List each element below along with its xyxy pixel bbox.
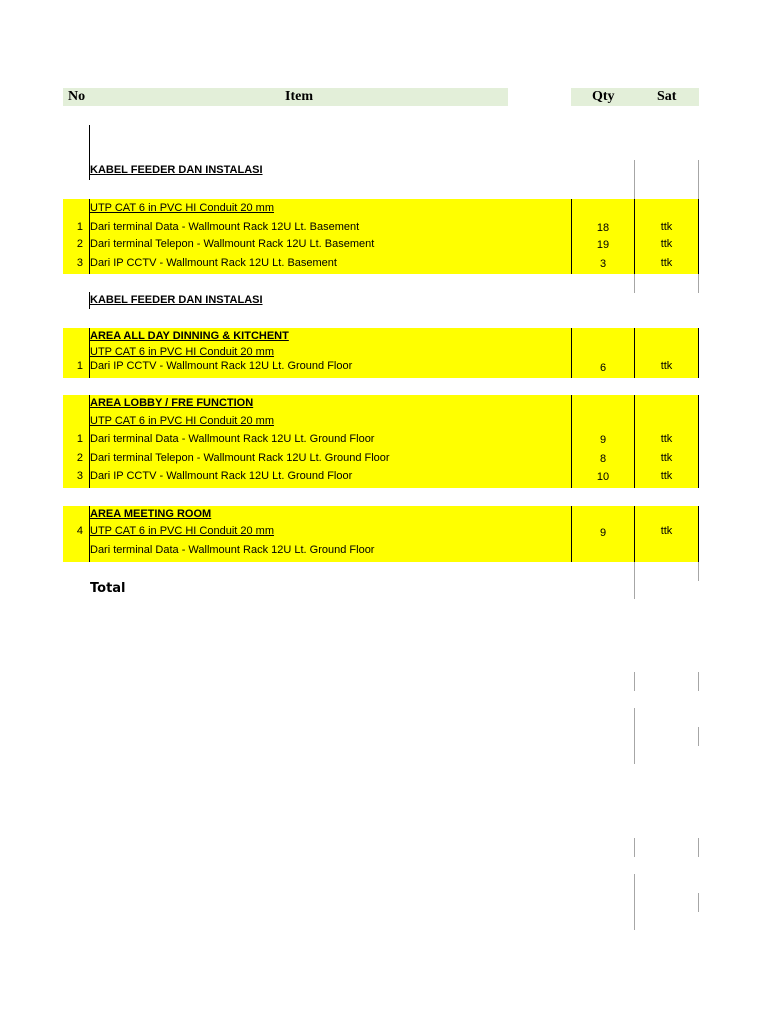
row-sat: ttk (660, 433, 673, 445)
area-title: AREA MEETING ROOM (90, 508, 212, 520)
grid-line (698, 562, 699, 581)
table-row (63, 235, 699, 253)
total-label: Total (90, 581, 126, 596)
area-title-row (63, 394, 699, 412)
row-item: Dari terminal Telepon - Wallmount Rack 12U Lt. Ground Floor (90, 452, 390, 464)
grid-line (698, 160, 699, 199)
row-qty: 6 (599, 362, 607, 374)
table-row (63, 254, 699, 272)
grid-line (634, 274, 635, 293)
subtitle-text: UTP CAT 6 in PVC HI Conduit 20 mm (90, 415, 275, 427)
header-qty: Qty (592, 89, 615, 104)
row-item: Dari IP CCTV - Wallmount Rack 12U Lt. Ground Floor (90, 360, 353, 372)
row-no: 4 (76, 525, 83, 537)
row-sat: ttk (660, 360, 673, 372)
subtitle-row (63, 199, 699, 217)
area-title-row (63, 505, 699, 523)
grid-line (698, 727, 699, 746)
row-qty: 9 (599, 527, 607, 539)
grid-line (698, 893, 699, 912)
grid-line (634, 708, 635, 764)
section-title: KABEL FEEDER DAN INSTALASI (90, 164, 263, 176)
section-title: KABEL FEEDER DAN INSTALASI (90, 294, 263, 306)
table-row (63, 522, 699, 540)
subtitle-text: UTP CAT 6 in PVC HI Conduit 20 mm (90, 346, 275, 358)
grid-line (698, 274, 699, 293)
row-no: 1 (76, 221, 83, 233)
row-qty: 3 (599, 258, 607, 270)
table-row (63, 357, 699, 375)
row-no: 3 (76, 470, 83, 482)
row-no: 1 (76, 433, 83, 445)
grid-line (698, 838, 699, 857)
header-qty-sat-cell (571, 88, 699, 106)
row-sat: ttk (660, 452, 673, 464)
row-item: Dari IP CCTV - Wallmount Rack 12U Lt. Basement (90, 257, 337, 269)
grid-line (634, 160, 635, 199)
row-qty: 8 (599, 453, 607, 465)
subtitle-row (63, 412, 699, 430)
row-no: 3 (76, 257, 83, 269)
table-row (63, 449, 699, 467)
grid-line (634, 874, 635, 930)
row-no: 1 (76, 360, 83, 372)
row-item: Dari IP CCTV - Wallmount Rack 12U Lt. Ground Floor (90, 470, 353, 482)
row-sat: ttk (660, 221, 673, 233)
row-qty: 9 (599, 434, 607, 446)
table-row (63, 541, 699, 559)
header-no-item-cell (63, 88, 508, 106)
row-sat: ttk (660, 525, 673, 537)
row-no: 2 (76, 238, 83, 250)
row-item: Dari terminal Data - Wallmount Rack 12U Lt. Ground Floor (90, 433, 375, 445)
row-sat: ttk (660, 238, 673, 250)
table-row (63, 218, 699, 236)
grid-line (634, 562, 635, 599)
row-qty: 19 (596, 239, 610, 251)
row-item: Dari terminal Data - Wallmount Rack 12U Lt. Ground Floor (90, 544, 375, 556)
grid-line (634, 672, 635, 691)
subtitle-text: UTP CAT 6 in PVC HI Conduit 20 mm (90, 525, 275, 537)
table-row (63, 430, 699, 448)
row-sat: ttk (660, 470, 673, 482)
header-sat: Sat (657, 89, 677, 104)
row-qty: 10 (596, 471, 610, 483)
header-no: No (68, 89, 86, 104)
area-title: AREA ALL DAY DINNING & KITCHENT (90, 330, 289, 342)
grid-line (634, 838, 635, 857)
row-item: Dari terminal Telepon - Wallmount Rack 12U Lt. Basement (90, 238, 375, 250)
header-item: Item (285, 89, 313, 104)
grid-line (698, 672, 699, 691)
row-qty: 18 (596, 222, 610, 234)
row-item: Dari terminal Data - Wallmount Rack 12U Lt. Basement (90, 221, 360, 233)
row-sat: ttk (660, 257, 673, 269)
table-row (63, 467, 699, 485)
row-no: 2 (76, 452, 83, 464)
subtitle-text: UTP CAT 6 in PVC HI Conduit 20 mm (90, 202, 275, 214)
area-title: AREA LOBBY / FRE FUNCTION (90, 397, 254, 409)
